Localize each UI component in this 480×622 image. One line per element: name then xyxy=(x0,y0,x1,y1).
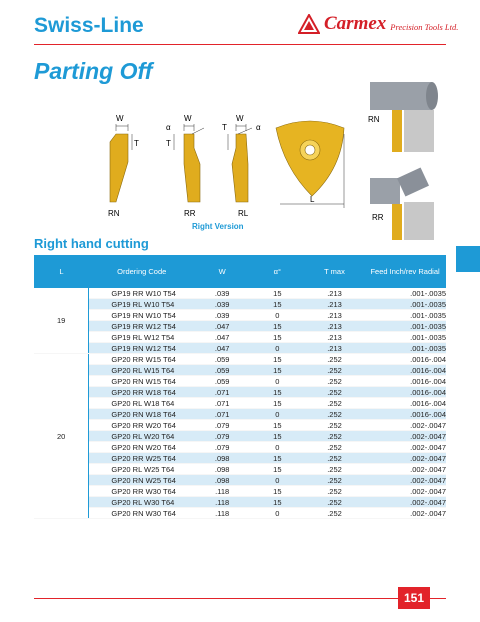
ordering-code-cell: GP20 RN W20 T64 xyxy=(89,442,195,453)
photo-label-rn: RN xyxy=(368,115,380,124)
w-cell: .071 xyxy=(195,398,250,409)
feed-cell: .001-.0035 xyxy=(364,321,446,332)
brand-subtitle: Precision Tools Ltd. xyxy=(390,22,459,32)
t-max-cell: .252 xyxy=(305,475,364,486)
t-max-cell: .252 xyxy=(305,354,364,365)
header-l: L xyxy=(34,255,89,288)
feed-cell: .002-.0047 xyxy=(364,497,446,508)
t-max-cell: .252 xyxy=(305,409,364,420)
dim-alpha-label-rl: α xyxy=(256,123,261,132)
feed-cell: .001-.0035 xyxy=(364,332,446,343)
parting-insert-figure xyxy=(80,104,370,236)
table-row xyxy=(34,475,446,486)
table-row xyxy=(34,409,446,420)
w-cell: .098 xyxy=(195,464,250,475)
header-w: W xyxy=(195,255,250,288)
alpha-cell: 0 xyxy=(250,442,305,453)
w-cell: .079 xyxy=(195,431,250,442)
alpha-cell: 15 xyxy=(250,497,305,508)
table-row xyxy=(34,387,446,398)
ordering-code-cell: GP20 RR W20 T64 xyxy=(89,420,195,431)
rr-insert-profile xyxy=(174,124,204,202)
feed-cell: .002-.0047 xyxy=(364,475,446,486)
alpha-cell: 15 xyxy=(250,453,305,464)
t-max-cell: .252 xyxy=(305,387,364,398)
table-row xyxy=(34,442,446,453)
w-cell: .047 xyxy=(195,332,250,343)
ordering-code-cell: GP20 RR W18 T64 xyxy=(89,387,195,398)
photo-label-rr: RR xyxy=(372,213,384,222)
t-max-cell: .213 xyxy=(305,332,364,343)
insert-label-rn: RN xyxy=(108,209,120,218)
feed-cell: .0016-.004 xyxy=(364,376,446,387)
w-cell: .039 xyxy=(195,299,250,310)
ordering-code-cell: GP19 RN W12 T54 xyxy=(89,343,195,354)
rn-insert-profile xyxy=(110,124,132,202)
t-max-cell: .252 xyxy=(305,431,364,442)
feed-cell: .0016-.004 xyxy=(364,387,446,398)
t-max-cell: .252 xyxy=(305,420,364,431)
page-number: 151 xyxy=(398,587,430,609)
ordering-code-cell: GP20 RN W18 T64 xyxy=(89,409,195,420)
t-max-cell: .252 xyxy=(305,497,364,508)
l-value-cell: 20 xyxy=(34,354,89,519)
w-cell: .039 xyxy=(195,288,250,299)
feed-cell: .001-.0035 xyxy=(364,310,446,321)
alpha-cell: 15 xyxy=(250,332,305,343)
ordering-code-cell: GP19 RR W10 T54 xyxy=(89,288,195,299)
feed-cell: .0016-.004 xyxy=(364,409,446,420)
t-max-cell: .252 xyxy=(305,464,364,475)
t-max-cell: .252 xyxy=(305,453,364,464)
feed-cell: .001-.0035 xyxy=(364,343,446,354)
w-cell: .118 xyxy=(195,497,250,508)
w-cell: .059 xyxy=(195,354,250,365)
alpha-cell: 0 xyxy=(250,409,305,420)
t-max-cell: .213 xyxy=(305,299,364,310)
t-max-cell: .252 xyxy=(305,508,364,519)
alpha-cell: 15 xyxy=(250,387,305,398)
ordering-code-cell: GP20 RL W18 T64 xyxy=(89,398,195,409)
ordering-code-cell: GP20 RN W30 T64 xyxy=(89,508,195,519)
right-hand-cutting-heading: Right hand cutting xyxy=(34,236,149,251)
parting-spec-table xyxy=(34,255,446,519)
alpha-cell: 15 xyxy=(250,420,305,431)
w-cell: .047 xyxy=(195,321,250,332)
alpha-cell: 15 xyxy=(250,431,305,442)
table-header-row xyxy=(34,255,446,288)
feed-cell: .002-.0047 xyxy=(364,486,446,497)
table-row xyxy=(34,310,446,321)
w-cell: .098 xyxy=(195,475,250,486)
carmex-logo xyxy=(298,12,458,36)
w-cell: .059 xyxy=(195,365,250,376)
w-cell: .098 xyxy=(195,453,250,464)
l-value-cell: 19 xyxy=(34,288,89,354)
header-ordering-code: Ordering Code xyxy=(89,255,195,288)
table-row xyxy=(34,332,446,343)
t-max-cell: .252 xyxy=(305,365,364,376)
table-row xyxy=(34,431,446,442)
brand-name: Carmex xyxy=(324,13,387,34)
w-cell: .071 xyxy=(195,409,250,420)
t-max-cell: .252 xyxy=(305,398,364,409)
machining-illustrations xyxy=(364,74,446,242)
feed-cell: .001-.0035 xyxy=(364,288,446,299)
chapter-side-tab xyxy=(456,246,480,272)
alpha-cell: 15 xyxy=(250,365,305,376)
insert-label-rr: RR xyxy=(184,209,196,218)
alpha-cell: 0 xyxy=(250,310,305,321)
alpha-cell: 15 xyxy=(250,486,305,497)
dim-w-label: W xyxy=(116,114,124,123)
header-feed: Feed Inch/rev Radial xyxy=(364,255,446,288)
alpha-cell: 15 xyxy=(250,288,305,299)
ordering-code-cell: GP20 RR W25 T64 xyxy=(89,453,195,464)
ordering-code-cell: GP20 RL W15 T64 xyxy=(89,365,195,376)
ordering-code-cell: GP19 RR W12 T54 xyxy=(89,321,195,332)
table-row xyxy=(34,354,446,365)
alpha-cell: 0 xyxy=(250,376,305,387)
table-row xyxy=(34,486,446,497)
t-max-cell: .213 xyxy=(305,288,364,299)
ordering-code-cell: GP20 RL W30 T64 xyxy=(89,497,195,508)
ordering-code-cell: GP20 RL W20 T64 xyxy=(89,431,195,442)
w-cell: .071 xyxy=(195,387,250,398)
dim-t-label-rr: T xyxy=(166,139,171,148)
dim-t-label: T xyxy=(134,139,139,148)
w-cell: .059 xyxy=(195,376,250,387)
section-title: Parting Off xyxy=(34,58,153,84)
ordering-code-cell: GP20 RN W15 T64 xyxy=(89,376,195,387)
rr-machining-photo xyxy=(370,167,434,240)
table-row xyxy=(34,365,446,376)
dim-alpha-label-rr: α xyxy=(166,123,171,132)
alpha-cell: 15 xyxy=(250,354,305,365)
rl-insert-profile xyxy=(228,124,252,202)
ordering-code-cell: GP19 RL W12 T54 xyxy=(89,332,195,343)
table-row xyxy=(34,398,446,409)
table-row xyxy=(34,497,446,508)
t-max-cell: .213 xyxy=(305,310,364,321)
alpha-cell: 15 xyxy=(250,299,305,310)
dim-w-label-rr: W xyxy=(184,114,192,123)
ordering-code-cell: GP20 RR W15 T64 xyxy=(89,354,195,365)
header-divider xyxy=(34,44,446,45)
alpha-cell: 0 xyxy=(250,343,305,354)
feed-cell: .002-.0047 xyxy=(364,442,446,453)
page-header-title: Swiss-Line xyxy=(34,14,144,37)
rn-machining-photo xyxy=(370,82,438,152)
alpha-cell: 15 xyxy=(250,321,305,332)
table-row xyxy=(34,508,446,519)
table-row xyxy=(34,343,446,354)
dim-l-label: L xyxy=(310,195,315,204)
header-t-max: T max xyxy=(305,255,364,288)
ordering-code-cell: GP20 RN W25 T64 xyxy=(89,475,195,486)
w-cell: .118 xyxy=(195,486,250,497)
table-row xyxy=(34,299,446,310)
feed-cell: .002-.0047 xyxy=(364,420,446,431)
footer-divider xyxy=(34,598,446,599)
t-max-cell: .252 xyxy=(305,442,364,453)
insert-label-rl: RL xyxy=(238,209,249,218)
right-version-caption: Right Version xyxy=(192,222,244,231)
table-row xyxy=(34,321,446,332)
alpha-cell: 15 xyxy=(250,398,305,409)
t-max-cell: .213 xyxy=(305,343,364,354)
alpha-cell: 0 xyxy=(250,508,305,519)
ordering-code-cell: GP20 RL W25 T64 xyxy=(89,464,195,475)
feed-cell: .002-.0047 xyxy=(364,508,446,519)
feed-cell: .001-.0035 xyxy=(364,299,446,310)
table-row xyxy=(34,420,446,431)
w-cell: .118 xyxy=(195,508,250,519)
feed-cell: .0016-.004 xyxy=(364,398,446,409)
feed-cell: .0016-.004 xyxy=(364,354,446,365)
w-cell: .079 xyxy=(195,442,250,453)
feed-cell: .002-.0047 xyxy=(364,453,446,464)
feed-cell: .002-.0047 xyxy=(364,431,446,442)
dim-t-label-rl: T xyxy=(222,123,227,132)
feed-cell: .002-.0047 xyxy=(364,464,446,475)
header-alpha: α° xyxy=(250,255,305,288)
dim-w-label-rl: W xyxy=(236,114,244,123)
w-cell: .039 xyxy=(195,310,250,321)
table-row xyxy=(34,464,446,475)
t-max-cell: .252 xyxy=(305,376,364,387)
alpha-cell: 15 xyxy=(250,464,305,475)
carmex-logo-icon xyxy=(298,14,320,34)
ordering-code-cell: GP19 RN W10 T54 xyxy=(89,310,195,321)
table-row xyxy=(34,376,446,387)
t-max-cell: .213 xyxy=(305,321,364,332)
w-cell: .047 xyxy=(195,343,250,354)
w-cell: .079 xyxy=(195,420,250,431)
ordering-code-cell: GP19 RL W10 T54 xyxy=(89,299,195,310)
t-max-cell: .252 xyxy=(305,486,364,497)
feed-cell: .0016-.004 xyxy=(364,365,446,376)
table-row xyxy=(34,453,446,464)
alpha-cell: 0 xyxy=(250,475,305,486)
ordering-code-cell: GP20 RR W30 T64 xyxy=(89,486,195,497)
table-row xyxy=(34,288,446,299)
